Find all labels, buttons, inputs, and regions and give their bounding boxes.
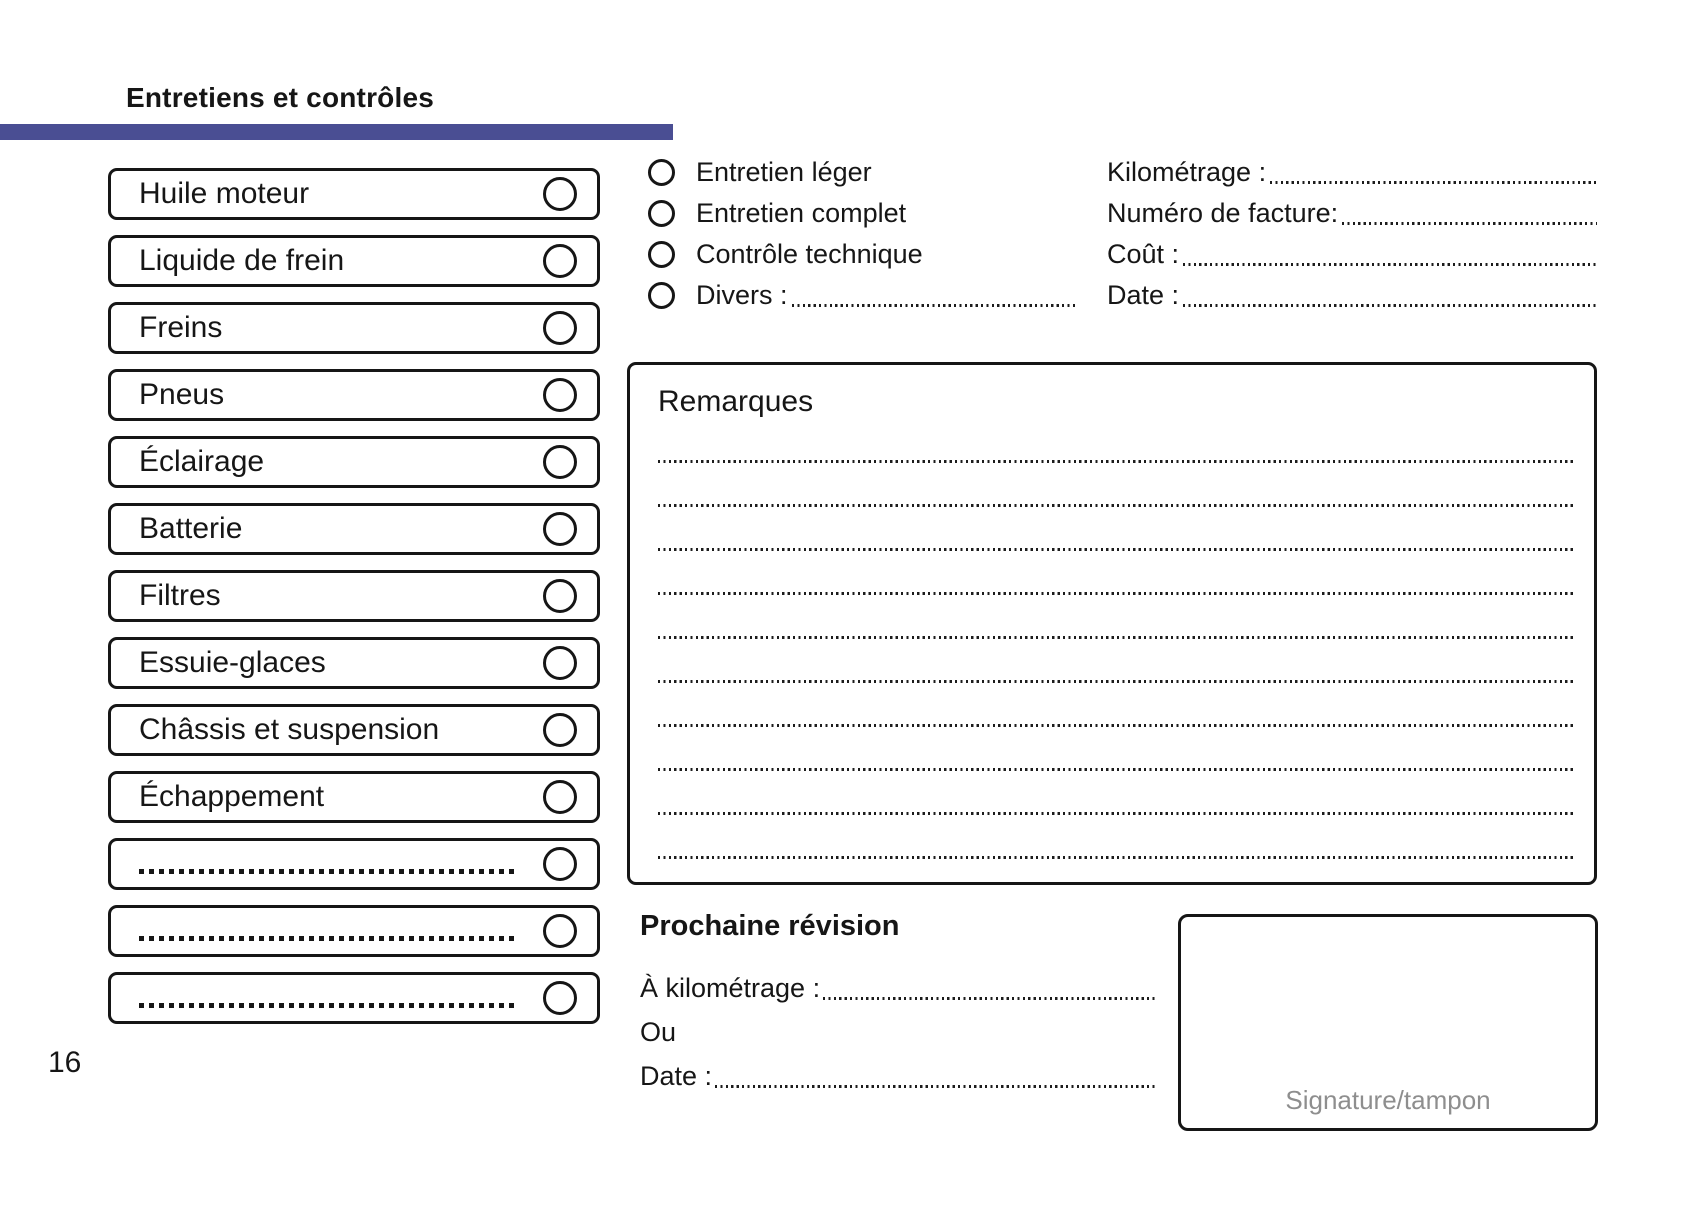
field-kilometrage [1107, 152, 1597, 193]
checklist-item-label: Filtres [139, 579, 221, 612]
fill-in-line[interactable] [658, 768, 1576, 771]
fill-in-line[interactable] [658, 636, 1576, 639]
checklist-item-liquide-de-frein [108, 235, 600, 287]
field-numero-de-facture [1107, 193, 1597, 234]
field-label: Numéro de facture: [1107, 198, 1339, 228]
service-type-options [648, 152, 1078, 316]
fill-in-line[interactable] [658, 856, 1576, 859]
checklist-item-blank [108, 972, 600, 1024]
status-circle[interactable] [543, 378, 577, 412]
status-circle[interactable] [543, 780, 577, 814]
option-label: Entretien complet [696, 198, 907, 228]
status-circle[interactable] [543, 646, 577, 680]
fill-in-line[interactable] [139, 1003, 515, 1008]
option-label: Contrôle technique [696, 239, 923, 269]
signature-label: Signature/tampon [1285, 1085, 1491, 1115]
status-circle[interactable] [543, 981, 577, 1015]
option-label: Divers : [696, 280, 788, 310]
field-label: Kilométrage : [1107, 157, 1267, 187]
checklist-item-batterie [108, 503, 600, 555]
status-circle[interactable] [543, 445, 577, 479]
checklist-item-eclairage [108, 436, 600, 488]
remarks-box [627, 362, 1597, 885]
checklist-item-label: Huile moteur [139, 177, 310, 210]
checklist-item-filtres [108, 570, 600, 622]
checklist-item-freins [108, 302, 600, 354]
next-service-title: Prochaine révision [640, 910, 900, 942]
title-accent-bar [0, 124, 673, 140]
fill-in-line[interactable] [1183, 304, 1597, 307]
maintenance-checklist [108, 168, 600, 1039]
checklist-item-label: Freins [139, 311, 223, 344]
option-label: Entretien léger [696, 157, 872, 187]
fill-in-line[interactable] [658, 724, 1576, 727]
checklist-item-blank [108, 905, 600, 957]
radio-circle[interactable] [648, 200, 675, 227]
checklist-item-label: Pneus [139, 378, 225, 411]
checklist-item-echappement [108, 771, 600, 823]
field-date [1107, 275, 1597, 316]
checklist-item-label: Essuie-glaces [139, 646, 326, 679]
option-divers [648, 275, 1078, 316]
radio-circle[interactable] [648, 241, 675, 268]
field-cout [1107, 234, 1597, 275]
status-circle[interactable] [543, 847, 577, 881]
checklist-item-label: Liquide de frein [139, 244, 345, 277]
fill-in-line[interactable] [139, 936, 515, 941]
fill-in-line[interactable] [658, 548, 1576, 551]
checklist-item-essuie-glaces [108, 637, 600, 689]
radio-circle[interactable] [648, 159, 675, 186]
option-controle-technique [648, 234, 1078, 275]
fill-in-line[interactable] [139, 869, 515, 874]
checklist-item-huile-moteur [108, 168, 600, 220]
checklist-item-pneus [108, 369, 600, 421]
next-service-date-field [640, 1056, 1155, 1096]
checklist-item-label: Échappement [139, 780, 325, 813]
checklist-item-chassis-et-suspension [108, 704, 600, 756]
field-label: Coût : [1107, 239, 1180, 269]
fill-in-line[interactable] [792, 304, 1078, 307]
fill-in-line[interactable] [1270, 181, 1597, 184]
status-circle[interactable] [543, 579, 577, 613]
status-circle[interactable] [543, 311, 577, 345]
fill-in-line[interactable] [658, 504, 1576, 507]
option-entretien-complet [648, 193, 1078, 234]
fill-in-line[interactable] [658, 592, 1576, 595]
option-entretien-leger [648, 152, 1078, 193]
fill-in-line[interactable] [715, 1085, 1155, 1088]
status-circle[interactable] [543, 713, 577, 747]
radio-circle[interactable] [648, 282, 675, 309]
status-circle[interactable] [543, 512, 577, 546]
next-service-km-field [640, 968, 1155, 1008]
page-number: 16 [48, 1046, 82, 1079]
status-circle[interactable] [543, 177, 577, 211]
checklist-item-blank [108, 838, 600, 890]
fill-in-line[interactable] [658, 460, 1576, 463]
fill-in-line[interactable] [1183, 263, 1597, 266]
checklist-item-label: Batterie [139, 512, 243, 545]
status-circle[interactable] [543, 914, 577, 948]
next-service-or-label: Ou [640, 1016, 677, 1047]
invoice-fields [1107, 152, 1597, 316]
field-label: Date : [1107, 280, 1180, 310]
remarks-title: Remarques [658, 385, 814, 418]
checklist-item-label: Châssis et suspension [139, 713, 440, 746]
checklist-item-label: Éclairage [139, 445, 265, 478]
status-circle[interactable] [543, 244, 577, 278]
field-label: À kilométrage : [640, 972, 821, 1003]
fill-in-line[interactable] [1342, 222, 1597, 225]
signature-box[interactable] [1178, 914, 1598, 1131]
field-label: Date : [640, 1060, 713, 1091]
page-title: Entretiens et contrôles [126, 82, 435, 113]
fill-in-line[interactable] [658, 680, 1576, 683]
fill-in-line[interactable] [823, 997, 1155, 1000]
fill-in-line[interactable] [658, 812, 1576, 815]
